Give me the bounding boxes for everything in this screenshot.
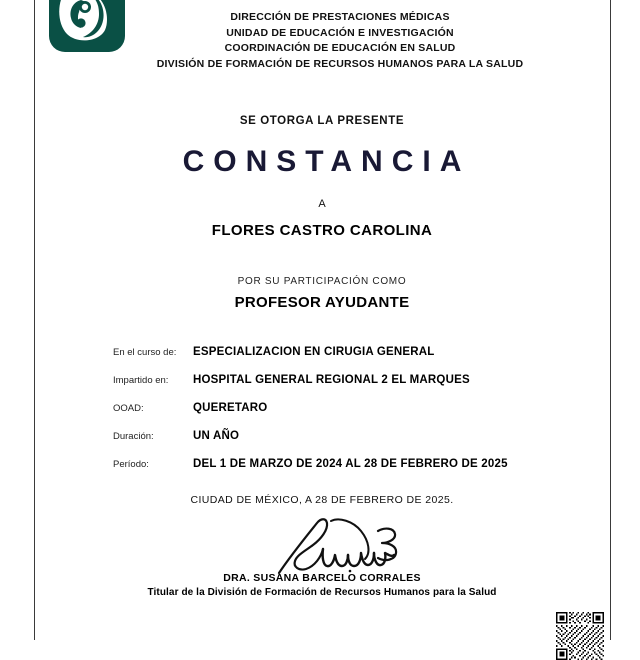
detail-value: ESPECIALIZACION EN CIRUGIA GENERAL: [193, 346, 435, 358]
grant-phrase: SE OTORGA LA PRESENTE: [239, 115, 405, 127]
header-block: [120, 10, 560, 72]
detail-label: Impartido en:: [113, 375, 169, 386]
page-border-left: [34, 0, 35, 640]
detail-row: [113, 458, 533, 486]
detail-value: HOSPITAL GENERAL REGIONAL 2 EL MARQUES: [193, 374, 470, 386]
signer-name: DRA. SUSANA BARCELO CORRALES: [223, 572, 421, 584]
detail-value: QUERETARO: [193, 402, 268, 414]
recipient-role: PROFESOR AYUDANTE: [234, 294, 410, 311]
header-line-4: DIVISIÓN DE FORMACIÓN DE RECURSOS HUMANOS PARA LA SALUD: [156, 57, 524, 70]
detail-value: DEL 1 DE MARZO DE 2024 AL 28 DE FEBRERO DE 2025: [193, 458, 508, 470]
header-line-3: COORDINACIÓN DE EDUCACIÓN EN SALUD: [224, 42, 456, 54]
connector-word: A: [318, 198, 326, 210]
signer-title: Titular de la División de Formación de Recursos Humanos para la Salud: [147, 587, 497, 598]
header-line-2: UNIDAD DE EDUCACIÓN E INVESTIGACIÓN: [226, 26, 454, 39]
recipient-name: FLORES CASTRO CAROLINA: [211, 222, 433, 239]
page-border-right: [610, 0, 611, 640]
detail-row: [113, 374, 533, 402]
detail-row: [113, 402, 533, 430]
place-and-date: CIUDAD DE MÉXICO, A 28 DE FEBRERO DE 2025.: [190, 494, 454, 506]
imss-logo: [45, 0, 129, 64]
detail-row: [113, 430, 533, 458]
detail-label: En el curso de:: [113, 347, 177, 358]
participation-phrase: POR SU PARTICIPACIÓN COMO: [237, 276, 407, 287]
details-list: [113, 346, 533, 486]
verification-qr-code[interactable]: [556, 612, 604, 660]
detail-label: Período:: [113, 459, 149, 470]
detail-label: Duración:: [113, 431, 154, 442]
detail-row: [113, 346, 533, 374]
detail-label: OOAD:: [113, 403, 144, 414]
detail-value: UN AÑO: [193, 430, 240, 442]
certificate-title: CONSTANCIA: [182, 145, 471, 178]
header-line-1: DIRECCIÓN DE PRESTACIONES MÉDICAS: [230, 11, 450, 23]
signature-icon: [265, 515, 405, 577]
